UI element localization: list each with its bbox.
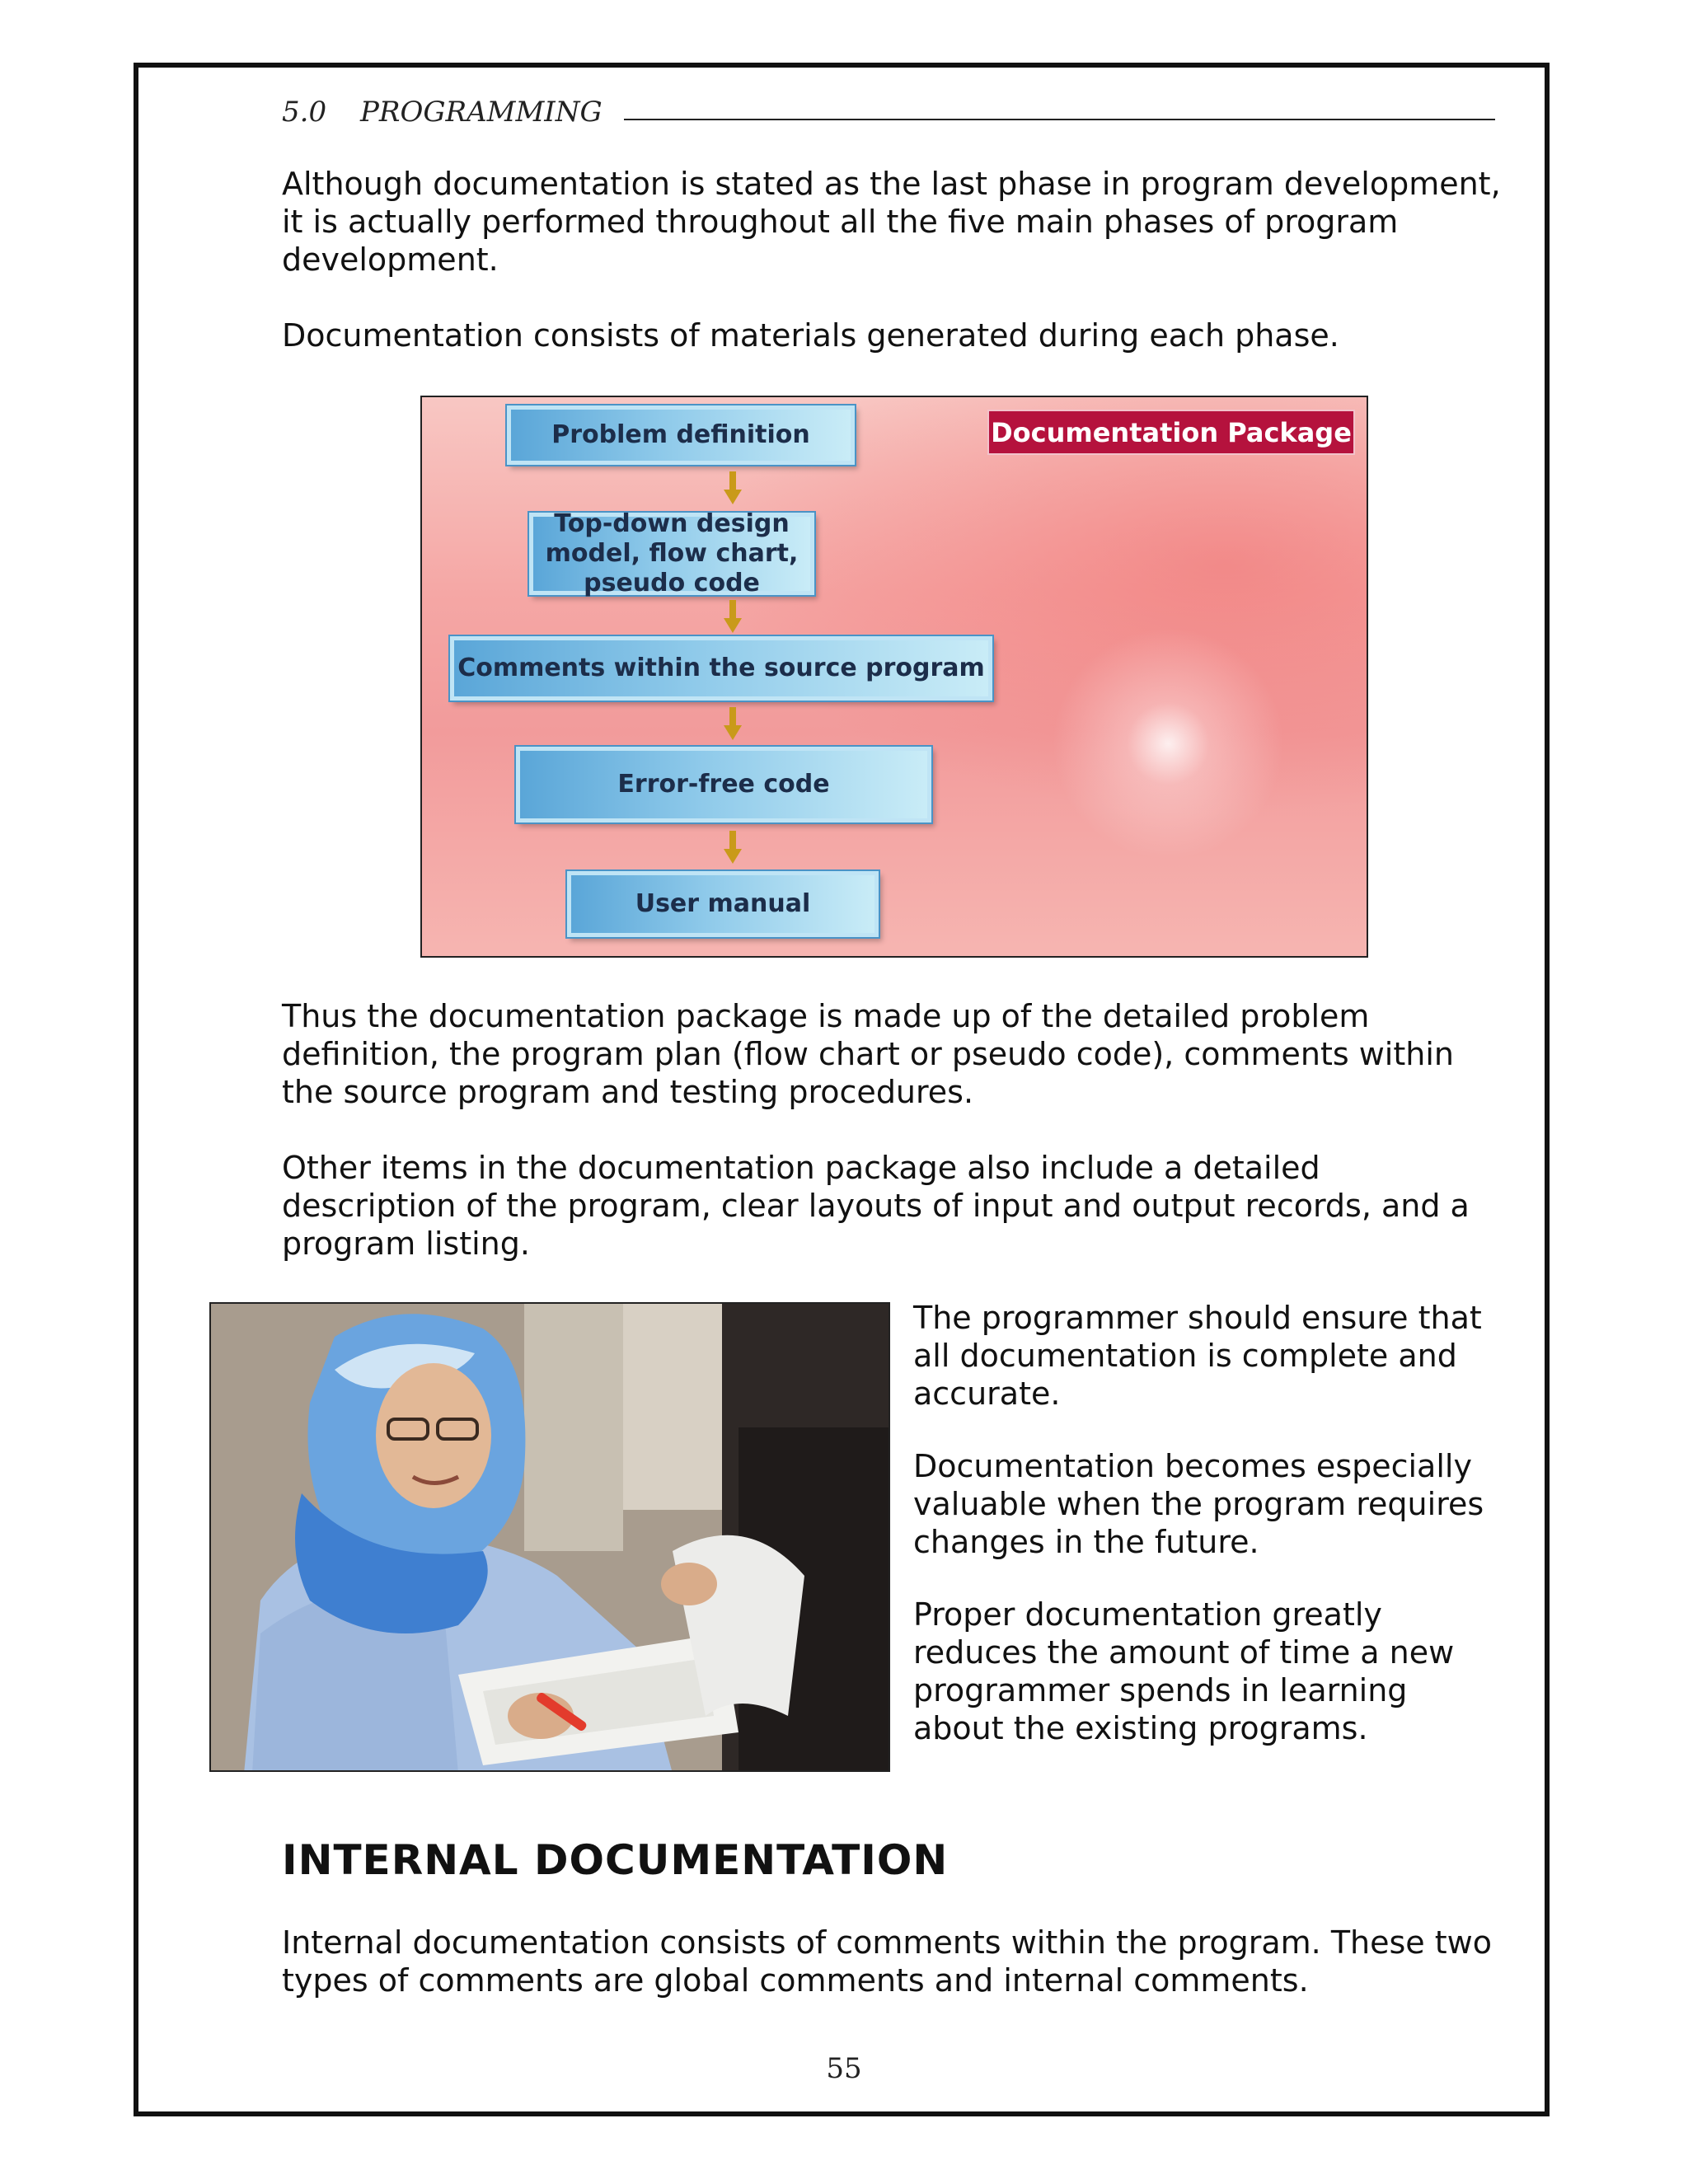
paragraph-reduces-time: Proper documentation greatly reduces the amount of time a new programmer spends in learning about the existing programs. (913, 1596, 1455, 1746)
flow-step-user-manual: User manual (567, 871, 879, 937)
section-title: PROGRAMMING (360, 96, 603, 129)
paragraph-internal-documentation: Internal documentation consists of comments within the program. These two types of comments are global comments and internal comments. (282, 1924, 1492, 1999)
flow-step-design-model: Top-down design model, flow chart, pseudo code (529, 513, 814, 595)
header-rule (624, 119, 1495, 120)
paragraph-valuable: Documentation becomes especially valuable when the program requires changes in the future. (913, 1448, 1484, 1560)
paragraph-package: Thus the documentation package is made up of the detailed problem definition, the program plan (flow chart or pseudo code), comments within the source program and testing procedures. (282, 998, 1454, 1110)
paragraph-intro: Although documentation is stated as the last phase in program development, it is actually performed throughout all the five main phases of program development. (282, 166, 1501, 278)
documentation-flowchart (420, 396, 1368, 958)
flow-step-error-free-code: Error-free code (516, 747, 931, 823)
paragraph-other-items: Other items in the documentation package also include a detailed description of the program, clear layouts of input and output records, and a program listing. (282, 1150, 1470, 1262)
flow-arrow-3 (724, 707, 742, 742)
section-number: 5.0 (282, 96, 327, 129)
section-heading-internal-documentation: INTERNAL DOCUMENTATION (282, 1836, 949, 1884)
flow-step-problem-definition: Problem definition (507, 405, 855, 465)
page-number: 55 (826, 2052, 862, 2085)
flow-step-source-comments: Comments within the source program (450, 636, 992, 701)
paragraph-materials: Documentation consists of materials generated during each phase. (282, 317, 1339, 354)
programmer-photo (209, 1302, 890, 1772)
paragraph-ensure-complete: The programmer should ensure that all documentation is complete and accurate. (913, 1300, 1482, 1412)
running-header (282, 92, 1495, 132)
flow-arrow-1 (724, 471, 742, 506)
flow-arrow-4 (724, 831, 742, 865)
documentation-package-label: Documentation Package (987, 410, 1355, 455)
flow-arrow-2 (724, 600, 742, 635)
